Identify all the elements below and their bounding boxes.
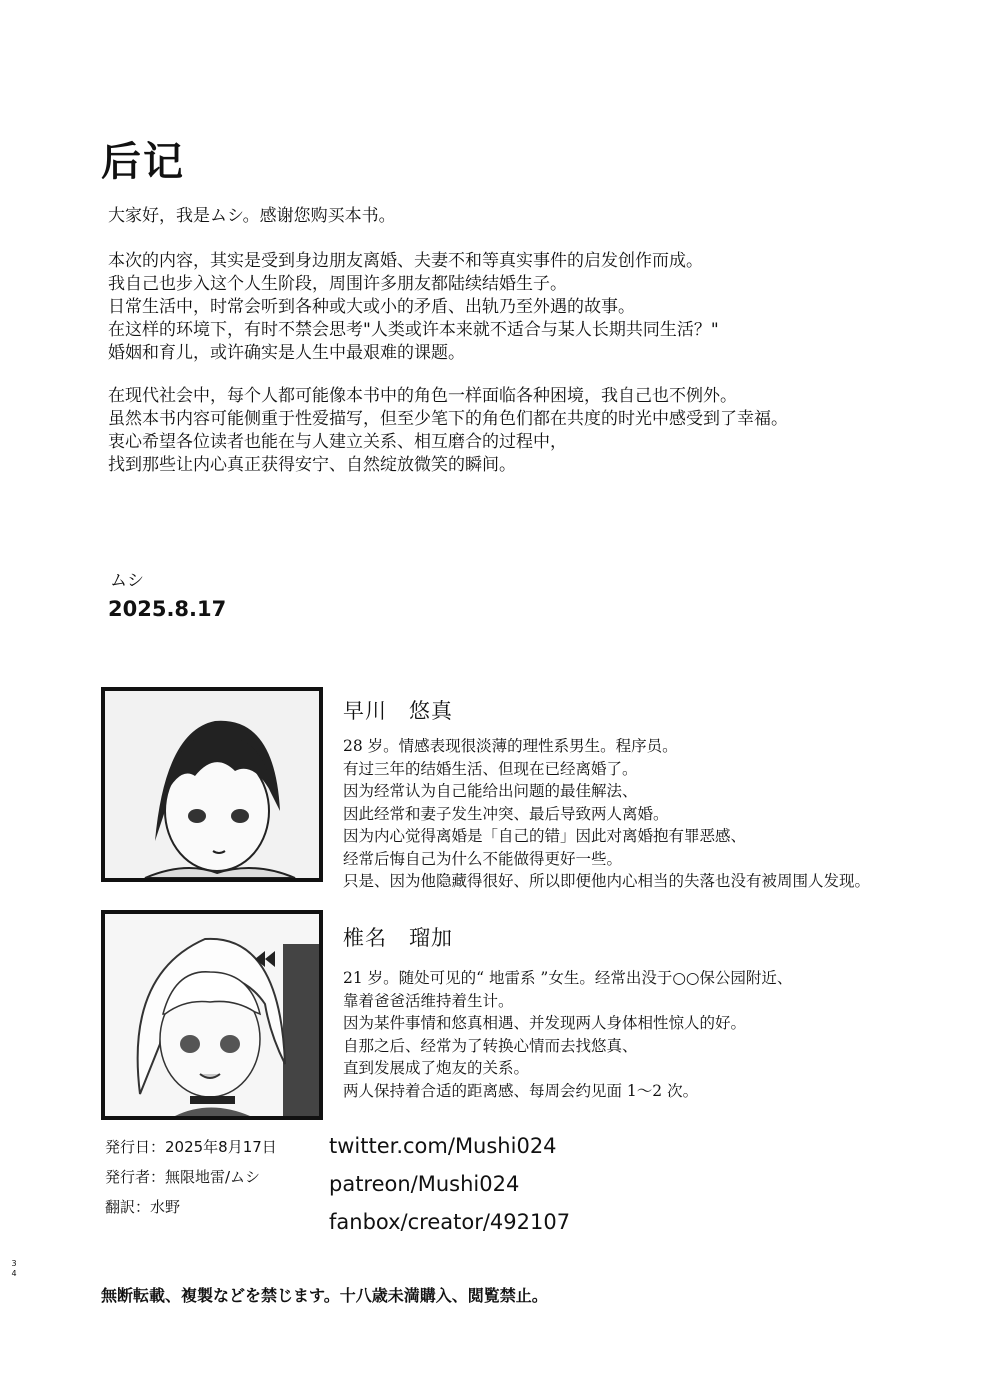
paragraph-line: 衷心希望各位读者也能在与人建立关系、相互磨合的过程中， xyxy=(108,432,567,452)
page-title: 后记 xyxy=(101,139,185,185)
paragraph-line: 日常生活中，时常会听到各种或大或小的矛盾、出轨乃至外遇的故事。 xyxy=(108,297,635,317)
author-signature: ムシ xyxy=(110,571,144,591)
page-number: 3 4 xyxy=(11,1259,17,1278)
translator: 翻訳：水野 xyxy=(105,1198,181,1216)
publication-info xyxy=(105,1132,277,1222)
bio-line: 两人保持着合适的距离感、每周会约见面 1〜2 次。 xyxy=(343,1081,699,1100)
paragraph-line: 在现代社会中，每个人都可能像本书中的角色一样面临各种困境，我自己也不例外。 xyxy=(108,386,737,406)
paragraph-line: 虽然本书内容可能侧重于性爱描写，但至少笔下的角色们都在共度的时光中感受到了幸福。 xyxy=(108,409,788,429)
bio-line: 有过三年的结婚生活、但现在已经离婚了。 xyxy=(343,759,638,778)
male-portrait-illustration xyxy=(105,691,319,878)
paragraph-line: 找到那些让内心真正获得安宁、自然绽放微笑的瞬间。 xyxy=(108,455,516,475)
intro-text: 大家好，我是ムシ。感谢您购买本书。 xyxy=(108,206,396,226)
release-date: 発行日：2025年8月17日 xyxy=(105,1138,277,1156)
paragraph-1 xyxy=(108,250,719,365)
paragraph-line: 婚姻和育儿，或许确实是人生中最艰难的课题。 xyxy=(108,343,465,363)
signature-date: 2025.8.17 xyxy=(108,597,227,621)
fanbox-link[interactable]: fanbox/creator/492107 xyxy=(329,1210,571,1234)
bio-line: 因为内心觉得离婚是「自己的错」因此对离婚抱有罪恶感、 xyxy=(343,827,747,845)
character-name: 椎名 瑠加 xyxy=(343,926,453,950)
male-character-portrait xyxy=(101,687,323,882)
female-character-portrait xyxy=(101,910,323,1120)
paragraph-line: 本次的内容，其实是受到身边朋友离婚、夫妻不和等真实事件的启发创作而成。 xyxy=(108,251,703,271)
paragraph-line: 我自己也步入这个人生阶段，周围许多朋友都陆续结婚生子。 xyxy=(108,274,567,294)
patreon-link[interactable]: patreon/Mushi024 xyxy=(329,1172,520,1196)
bio-line: 自那之后、经常为了转换心情而去找悠真、 xyxy=(343,1036,638,1055)
female-portrait-illustration xyxy=(105,914,319,1116)
character-name: 早川 悠真 xyxy=(343,699,453,723)
bio-line: 直到发展成了炮友的关系。 xyxy=(343,1059,530,1077)
bio-line: 靠着爸爸活维持着生计。 xyxy=(343,991,514,1010)
copyright-notice: 無断転載、複製などを禁じます。十八歳未満購入、閲覧禁止。 xyxy=(101,1286,548,1305)
character-bio xyxy=(343,735,870,893)
publisher: 発行者：無限地雷/ムシ xyxy=(105,1168,261,1186)
bio-line: 21 岁。随处可见的“ 地雷系 ”女生。经常出没于○○保公园附近、 xyxy=(343,969,793,987)
twitter-link[interactable]: twitter.com/Mushi024 xyxy=(329,1134,557,1158)
bio-line: 28 岁。情感表现很淡薄的理性系男生。程序员。 xyxy=(343,737,678,755)
bio-line: 因此经常和妻子发生冲突、最后导致两人离婚。 xyxy=(343,804,669,823)
paragraph-2 xyxy=(108,385,788,477)
bio-line: 因为某件事情和悠真相遇、并发现两人身体相性惊人的好。 xyxy=(343,1014,747,1032)
character-bio xyxy=(343,967,792,1102)
social-links xyxy=(329,1127,570,1241)
paragraph-line: 在这样的环境下，有时不禁会思考"人类或许本来就不适合与某人长期共同生活？" xyxy=(108,320,719,340)
bio-line: 只是、因为他隐藏得很好、所以即便他内心相当的失落也没有被周围人发现。 xyxy=(343,872,871,890)
bio-line: 经常后悔自己为什么不能做得更好一些。 xyxy=(343,849,623,868)
bio-line: 因为经常认为自己能给出问题的最佳解法、 xyxy=(343,782,638,800)
